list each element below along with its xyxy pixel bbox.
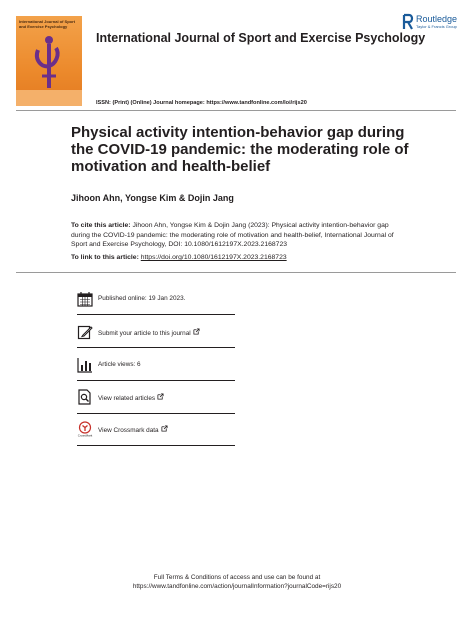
article-link-line [71, 254, 287, 261]
terms-footer [0, 573, 474, 591]
routledge-r-icon [402, 13, 414, 31]
meta-divider [77, 380, 235, 381]
terms-line: Full Terms & Conditions of access and use can be found at [153, 574, 321, 581]
meta-divider [77, 445, 235, 446]
journal-cover[interactable] [16, 16, 82, 106]
header-divider [16, 110, 456, 111]
document-search-icon [77, 389, 93, 405]
citation-label: To cite this article: [71, 222, 131, 229]
related-articles-row[interactable] [77, 389, 235, 405]
external-link-icon [157, 393, 164, 400]
link-label: To link to this article: [71, 254, 139, 261]
publisher-name: Routledge [416, 14, 458, 24]
crossmark-text: View Crossmark data [98, 427, 159, 434]
bar-chart-icon [77, 357, 93, 373]
citation-text: Jihoon Ahn, Yongse Kim & Dojin Jang (2023): Physical activity intention-behavior gap during the COVID-19 pandemic: the moderating role of motivation and health-belief, International Journal of Sport and Exercise Psychology, DOI: 10.1080/1612197X.2023.2168723 [71, 222, 394, 249]
journal-title[interactable]: International Journal of Sport and Exercise Psychology [96, 31, 426, 45]
cover-title: International Journal of Sport and Exercise Psychology [19, 19, 76, 29]
crossmark-logo-text: CrossMark [77, 433, 93, 437]
calendar-icon [77, 291, 93, 307]
meta-divider [77, 314, 235, 315]
published-online-row [77, 291, 235, 307]
related-articles-text: View related articles [98, 395, 156, 402]
external-link-icon [161, 425, 168, 432]
related-articles-link[interactable] [98, 393, 164, 402]
meta-divider [77, 347, 235, 348]
article-authors: Jihoon Ahn, Yongse Kim & Dojin Jang [71, 193, 234, 203]
published-online-text: Published online: 19 Jan 2023. [98, 295, 186, 302]
meta-divider [77, 413, 235, 414]
section-divider [16, 272, 456, 273]
publisher-logo[interactable] [402, 13, 464, 33]
edit-icon [77, 324, 93, 340]
article-doi-link[interactable]: https://doi.org/10.1080/1612197X.2023.2168723 [140, 254, 287, 261]
terms-url[interactable]: https://www.tandfonline.com/action/journalInformation?journalCode=rijs20 [132, 583, 342, 590]
cover-footer-band [16, 90, 82, 106]
crossmark-link[interactable] [98, 425, 168, 434]
article-title: Physical activity intention-behavior gap during the COVID-19 pandemic: the moderating role of motivation and health-belief [71, 124, 409, 175]
article-views-text: Article views: 6 [98, 361, 141, 368]
submit-article-text: Submit your article to this journal [98, 330, 191, 337]
publisher-subtitle: Taylor & Francis Group [416, 24, 457, 29]
crossmark-icon [77, 421, 93, 437]
submit-article-row[interactable] [77, 324, 235, 340]
crossmark-row[interactable] [77, 421, 235, 437]
article-views-row [77, 357, 235, 373]
citation-block [71, 221, 401, 250]
external-link-icon [193, 328, 200, 335]
issn-homepage-line[interactable]: ISSN: (Print) (Online) Journal homepage: https://www.tandfonline.com/loi/rijs20 [96, 100, 307, 106]
submit-article-link[interactable] [98, 328, 200, 337]
